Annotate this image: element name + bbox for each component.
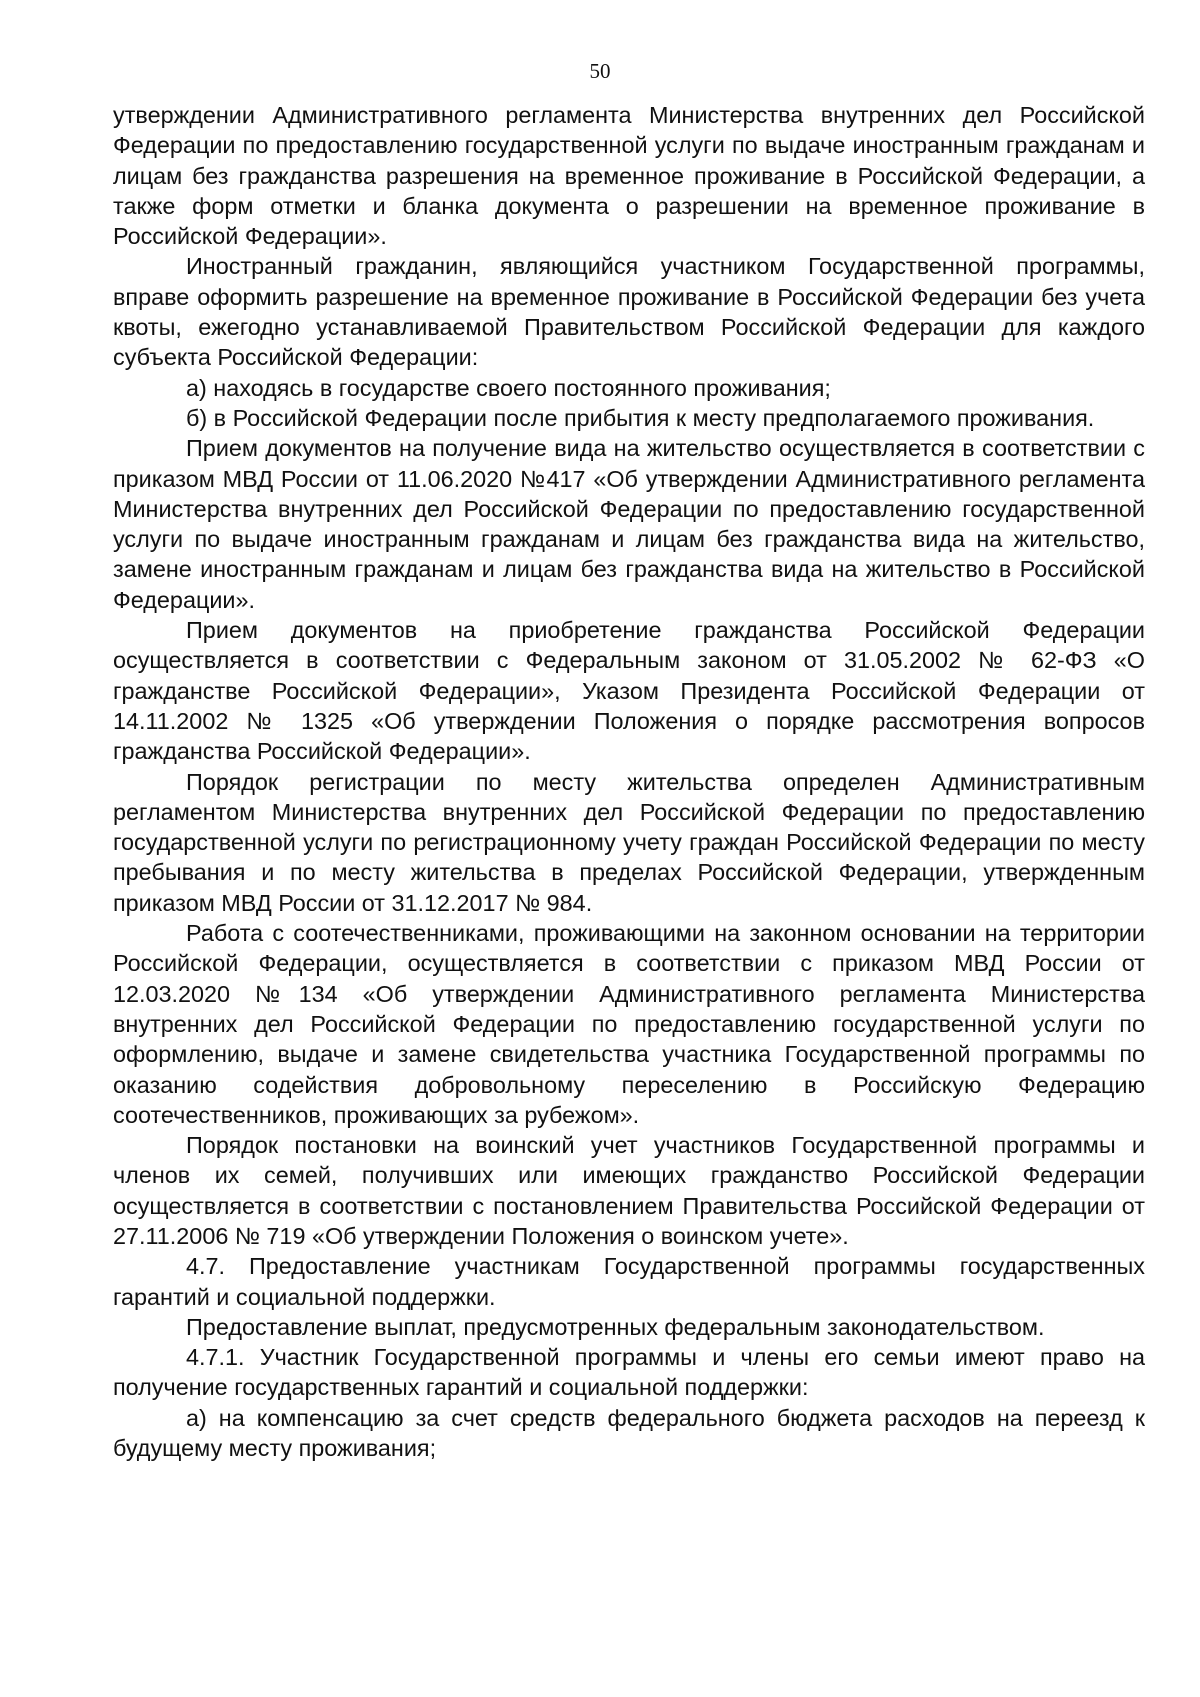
paragraph-compatriots: Работа с соотечественниками, проживающими на законном основании на территории Российской Федерации, осуществляется в соответствии с приказом МВД России от 12.03.2020 №134 «Об утверждении Административного регламента Министерства внутренних дел Российской Федерации по предоставлению государственной услуги по оформлению, выдаче и замене свидетельства участника Государственной программы по оказанию содействия добровольному переселению в Российскую Федерацию соотечественников, проживающих за рубежом». (113, 920, 1145, 1128)
section-heading-4-7: 4.7. Предоставление участникам Государственной программы государственных гарантий и социальной поддержки. (113, 1253, 1145, 1310)
paragraph-citizenship: Прием документов на приобретение гражданства Российской Федерации осуществляется в соответствии с Федеральным законом от 31.05.2002 № 62-ФЗ «О гражданстве Российской Федерации», Указом Президента Российской Федерации от 14.11.2002 № 1325 «Об утверждении Положения о порядке рассмотрения вопросов гражданства Российской Федерации». (113, 617, 1145, 765)
paragraph-registration: Порядок регистрации по месту жительства определен Административным регламентом Министерства внутренних дел Российской Федерации по предоставлению государственной услуги по регистрационному учету граждан Российской Федерации по месту пребывания и по месту жительства в пределах Российской Федерации, утвержденным приказом МВД России от 31.12.2017 № 984. (113, 768, 1145, 916)
paragraph-residence-permit: Прием документов на получение вида на жительство осуществляется в соответствии с приказом МВД России от 11.06.2020 №417 «Об утверждении Административного регламента Министерства внутренних дел Российской Федерации по предоставлению государственной услуги по выдаче иностранным гражданам и лицам без гражданства вида на жительство, замене иностранным гражданам и лицам без гражданства вида на жительство в Российской Федерации». (113, 435, 1145, 613)
paragraph-temporary-residence: Иностранный гражданин, являющийся участником Государственной программы, вправе оформить разрешение на временное проживание в Российской Федерации без учета квоты, ежегодно устанавливаемой Правительством Российской Федерации для каждого субъекта Российской Федерации: (113, 253, 1145, 371)
paragraph-military-registration: Порядок постановки на воинский учет участников Государственной программы и членов их семей, получивших или имеющих гражданство Российской Федерации осуществляется в соответствии с постановлением Правительства Российской Федерации от 27.11.2006 № 719 «Об утверждении Положения о воинском учете». (113, 1132, 1145, 1249)
page-number: 50 (589, 59, 611, 83)
list-item-a-compensation: а) на компенсацию за счет средств федерального бюджета расходов на переезд к будущему месту проживания; (113, 1404, 1145, 1462)
document-body (113, 100, 1145, 1463)
paragraph-continuation: утверждении Административного регламента Министерства внутренних дел Российской Федерации по предоставлению государственной услуги по выдаче иностранным гражданам и лицам без гражданства разрешения на временное проживание в Российской Федерации, а также форм отметки и бланка документа о разрешении на временное проживание в Российской Федерации». (113, 102, 1145, 250)
paragraph-payments: Предоставление выплат, предусмотренных федеральным законодательством. (186, 1313, 1045, 1340)
section-4-7-1: 4.7.1. Участник Государственной программы и члены его семьи имеют право на получение государственных гарантий и социальной поддержки: (113, 1344, 1145, 1401)
list-item-b: б) в Российской Федерации после прибытия к месту предполагаемого проживания. (186, 404, 1095, 431)
list-item-a: а) находясь в государстве своего постоянного проживания; (186, 374, 831, 401)
